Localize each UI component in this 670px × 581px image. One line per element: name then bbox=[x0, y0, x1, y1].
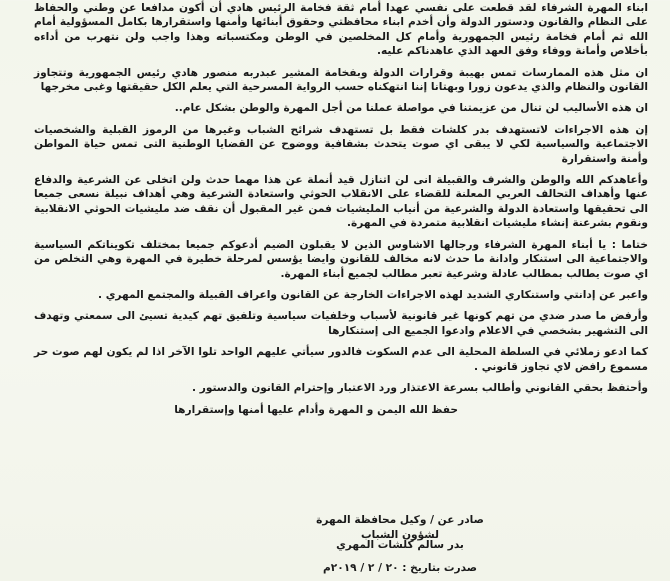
closing-prayer: حفظ الله اليمن و المهرة وأدام عليها أمنها وإستقرارها bbox=[174, 404, 458, 417]
signature-name: بدر سالم كلشات المهري bbox=[336, 539, 464, 551]
paragraph-pledge: وأعاهدكم الله والوطن والشرف والقبيلة انى لن اتنازل قيد أنملة عن هذا مهما حدث ولن اتخلى عن الشرعية والدفاع عنها وأهداف التحالف العربي المعلنة للقضاء على الانقلاب الحوثي واستعادة الشرعية وهي أهداف نبيلة نسعى جميعا الى تحقيقها واستعادة الدولة والشرعية من أنياب المليشيات فمن غير المقبول أن نقف ضد مليشيات الحوثي الانقلابية ونقوم بشرعنة إنشاء مليشيات انقلابية متمردة في المهرة. bbox=[34, 174, 648, 230]
letter-page bbox=[0, 1, 670, 581]
paragraph-determination: ان هذه الأساليب لن تنال من عزيمتنا في مواصلة عملنا من أجل المهرة والوطن بشكل عام.. bbox=[174, 102, 648, 115]
letter-body bbox=[34, 1, 648, 418]
paragraph-oath: ابناء المهرة الشرفاء لقد قطعت على نفسي عهدا أمام ثقة فخامة الرئيس هادي أن أكون مدافعا عن وطني والحفاظ على النظام والقانون ودستور الدولة وأن أخدم ابناء محافظتي وحقوق أبنائها وأمنها واستقرارها بكامل المسؤولية أمام الله ثم أمام فخامة رئيس الجمهورية وأمام كل المخلصين في الوطن ومكتسباته وهذا واجب ولن نتهرب من أداءه بأخلاص وأمانة ووفاء وفق العهد الذي عاهدناكم عليه. bbox=[34, 2, 648, 58]
signature-role: صادر عن / وكيل محافظة المهرة لشؤون الشباب bbox=[316, 514, 484, 541]
paragraph-targeting: إن هذه الاجراءات لاتستهدف بدر كلشات فقط بل تستهدف شرائح الشباب وغيرها من الرموز القبلية والشخصيات الاجتماعية والسياسية لكي لا يبقى اي صوت يتحدث بشفافية ووضوح عن القضايا الوطنية التى تمس حياة المواطن وأمنة واستقرارة bbox=[34, 123, 648, 165]
paragraph-conclusion: ختاما : يا أبناء المهرة الشرفاء ورجالها الاشاوس الذين لا يقبلون الضيم أدعوكم جميعا بمختلف تكويناتكم السياسية والاجتماعية الى استنكار وادانة ما حدث لانه مخالف للقانون وايضا يؤسس لمرحلة خطيرة في المهرة وهي التخلص من اي صوت يطالب بمطالب عادلة وشرعية تعبر مطالب لجميع أبناء المهرة. bbox=[34, 238, 648, 280]
paragraph-practices: ان مثل هذه الممارسات تمس بهيبة وقرارات الدولة وبفخامة المشير عبدربه منصور هادي رئيس الجمهورية وتتجاوز القانون والنظام والذي يدعون زورا وبهتانا إننا انتهكناه حسب الرواية المسرحية التي يعلم الكل حقيقتها وغبى مخرجها bbox=[34, 66, 648, 94]
issue-date: صدرت بتاريخ : ٢٠ / ٢ / ٢٠١٩م bbox=[323, 562, 477, 574]
paragraph-rejection: وأرفض ما صدر ضدي من تهم كونها غير قانونية لأسباب وخلفيات سياسية وتلفيق تهم كيدية تسيئ الى سمعتي وتهدف الى التشهير بشخصي في الاعلام وادعوا الجميع الى إستنكارها bbox=[34, 310, 648, 337]
paragraph-rights: وأحتفظ بحقي القانوني وأطالب بسرعة الاعتذار ورد الاعتبار وإحترام القانون والدستور . bbox=[192, 381, 648, 394]
paragraph-condemnation: واعبر عن إدانتي واستنكاري الشديد لهذه الاجراءات الخارجة عن القانون واعراف القبيلة والمجتمع المهري . bbox=[98, 288, 648, 301]
paragraph-call-colleagues: كما ادعو زملائي في السلطة المحلية الى عدم السكوت فالدور سيأتي عليهم الواحد تلوا الآخر اذا لم يكون لهم صوت حر مسموع رافض لاي تجاوز قانوني . bbox=[34, 346, 648, 373]
